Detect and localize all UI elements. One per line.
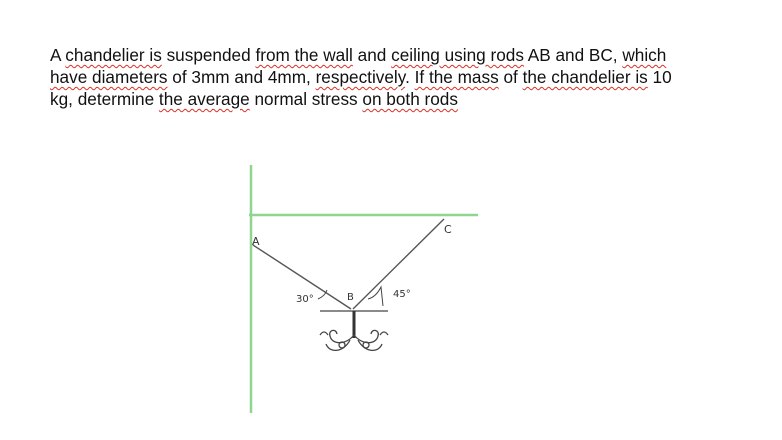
problem-text-run: A xyxy=(50,45,66,65)
angle-label-bc: 45° xyxy=(393,289,411,300)
problem-text-run: AB and BC, xyxy=(523,45,623,65)
problem-text-run: of 3mm and 4mm, xyxy=(167,67,316,87)
chandelier-icon xyxy=(320,311,388,350)
angle-arc-bc xyxy=(368,287,383,306)
problem-text-run: . xyxy=(405,67,415,87)
problem-text-run: normal stress xyxy=(249,89,363,109)
angle-label-ab: 30° xyxy=(296,294,314,305)
spellcheck-flagged-text: which xyxy=(622,45,667,65)
label-a: A xyxy=(252,235,260,248)
spellcheck-flagged-text: respectively xyxy=(315,67,406,87)
spellcheck-flagged-text: have diameters xyxy=(50,67,168,87)
angle-arc-ab xyxy=(318,290,327,299)
spellcheck-flagged-text: ceiling using rods xyxy=(391,45,524,65)
problem-text-run: kg, determine xyxy=(50,89,159,109)
spellcheck-flagged-text: If the mass xyxy=(414,67,499,87)
label-c: C xyxy=(444,223,452,236)
spellcheck-flagged-text: the chandelier is xyxy=(522,67,648,87)
problem-text-run: 10 xyxy=(647,67,672,87)
spellcheck-flagged-text: the average xyxy=(158,89,250,109)
problem-text-run: and xyxy=(352,45,392,65)
spellcheck-flagged-text: from the wall xyxy=(255,45,353,65)
spellcheck-flagged-text: chandelier is xyxy=(65,45,162,65)
problem-text-run: of xyxy=(498,67,523,87)
spellcheck-flagged-text: on both rods xyxy=(362,89,458,109)
label-b: B xyxy=(347,292,354,303)
problem-text-run: suspended xyxy=(161,45,256,65)
